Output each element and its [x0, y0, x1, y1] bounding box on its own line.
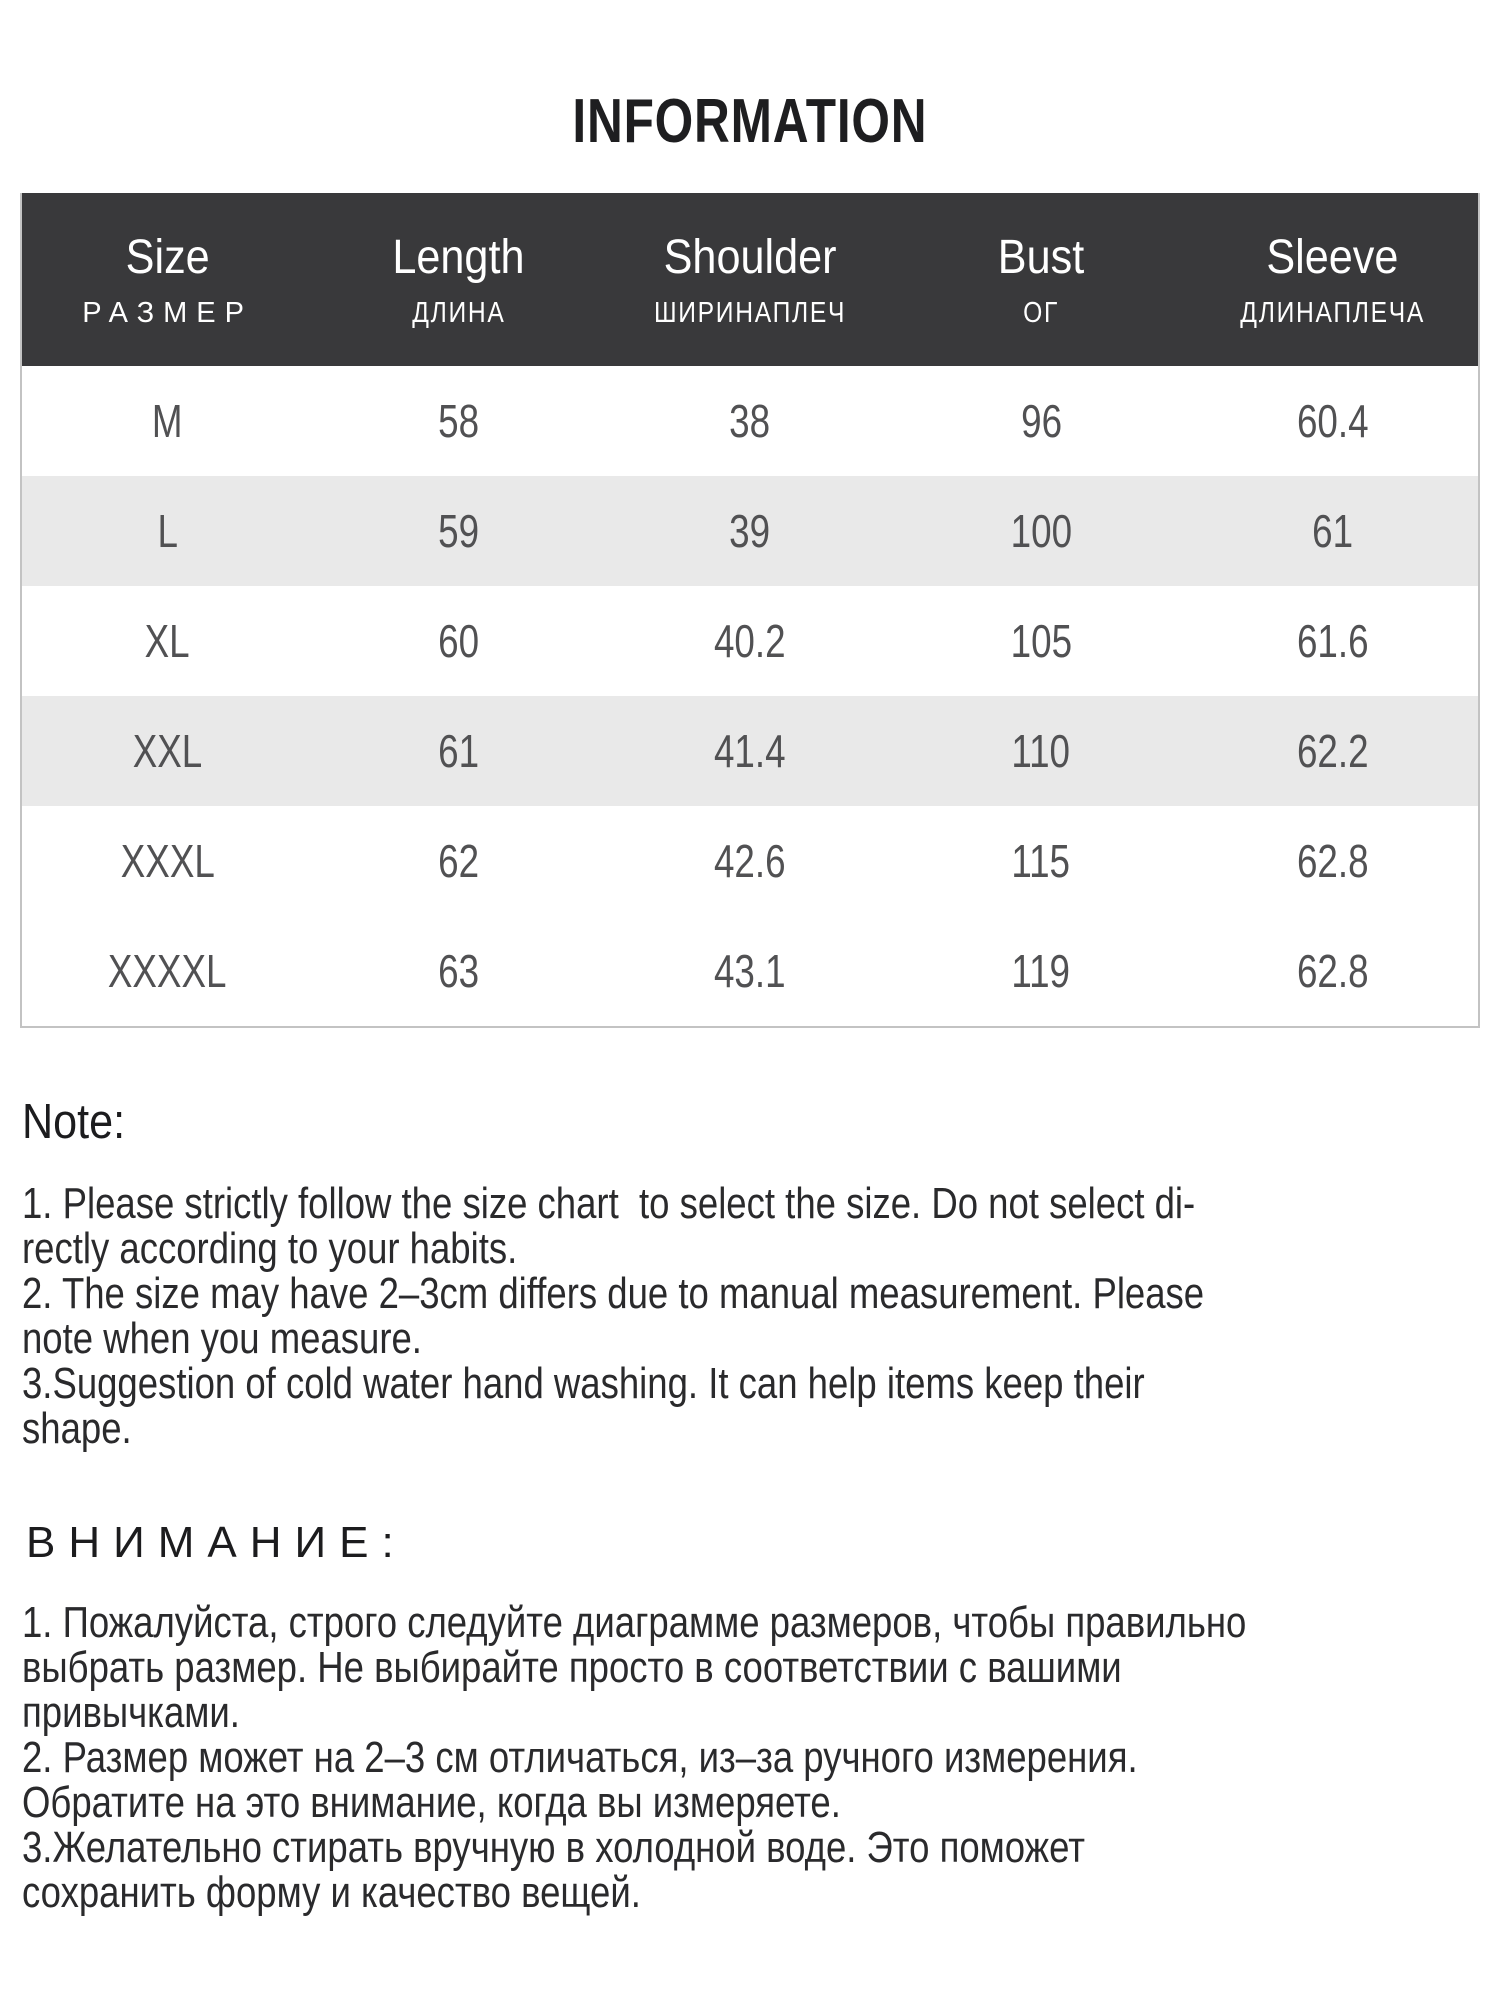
col-header-length-en: Length — [392, 230, 525, 284]
cell-length: 61 — [313, 696, 604, 806]
size-table-container — [20, 193, 1480, 1028]
cell-size: XXXXL — [22, 916, 313, 1026]
page-title-text: INFORMATION — [572, 87, 928, 156]
cell-bust: 105 — [896, 586, 1187, 696]
attention-heading: ВНИМАНИЕ: — [26, 1518, 407, 1567]
cell-shoulder: 42.6 — [604, 806, 895, 916]
table-row — [22, 586, 1478, 696]
col-header-length-ru: ДЛИНА — [412, 296, 506, 329]
col-header-size-en: Size — [125, 230, 210, 284]
attention-line: Обратите на это внимание, когда вы измеряете. — [22, 1778, 841, 1827]
note-heading: Note: — [22, 1095, 126, 1149]
cell-size: L — [22, 476, 313, 586]
cell-length: 62 — [313, 806, 604, 916]
cell-size: M — [22, 366, 313, 476]
attention-line: привычками. — [22, 1688, 240, 1737]
cell-shoulder: 41.4 — [604, 696, 895, 806]
attention-line: сохранить форму и качество вещей. — [22, 1868, 641, 1917]
table-row — [22, 916, 1478, 1026]
attention-line: 3.Желательно стирать вручную в холодной воде. Это поможет — [22, 1823, 1085, 1872]
table-row — [22, 476, 1478, 586]
col-header-length — [313, 193, 604, 366]
col-header-sleeve — [1187, 193, 1478, 366]
attention-section — [22, 1600, 1490, 1915]
note-line: shape. — [22, 1404, 132, 1453]
note-line: note when you measure. — [22, 1314, 422, 1363]
table-row — [22, 806, 1478, 916]
col-header-size-ru: РАЗМЕР — [82, 296, 253, 329]
note-line: 2. The size may have 2–3cm differs due to manual measurement. Please — [22, 1269, 1205, 1318]
cell-sleeve: 62.2 — [1187, 696, 1478, 806]
cell-length: 63 — [313, 916, 604, 1026]
size-table — [22, 193, 1478, 1026]
col-header-sleeve-ru: ДЛИНАПЛЕЧА — [1239, 296, 1425, 329]
col-header-size — [22, 193, 313, 366]
cell-sleeve: 62.8 — [1187, 916, 1478, 1026]
cell-shoulder: 43.1 — [604, 916, 895, 1026]
attention-line: 1. Пожалуйста, строго следуйте диаграмме размеров, чтобы правильно — [22, 1598, 1247, 1647]
note-section — [22, 1181, 1490, 1451]
col-header-bust — [896, 193, 1187, 366]
col-header-shoulder-en: Shoulder — [663, 230, 837, 284]
table-header-row — [22, 193, 1478, 366]
cell-size: XXXL — [22, 806, 313, 916]
cell-sleeve: 60.4 — [1187, 366, 1478, 476]
cell-bust: 100 — [896, 476, 1187, 586]
cell-length: 60 — [313, 586, 604, 696]
col-header-sleeve-en: Sleeve — [1266, 230, 1399, 284]
size-table-body — [22, 366, 1478, 1026]
col-header-bust-en: Bust — [997, 230, 1085, 284]
attention-line: выбрать размер. Не выбирайте просто в соответствии с вашими — [22, 1643, 1122, 1692]
cell-shoulder: 38 — [604, 366, 895, 476]
table-row — [22, 366, 1478, 476]
cell-bust: 110 — [896, 696, 1187, 806]
cell-size: XL — [22, 586, 313, 696]
note-line: 1. Please strictly follow the size chart to select the size. Do not select di- — [22, 1179, 1196, 1228]
cell-sleeve: 61 — [1187, 476, 1478, 586]
note-line: 3.Suggestion of cold water hand washing. It can help items keep their — [22, 1359, 1145, 1408]
cell-length: 58 — [313, 366, 604, 476]
cell-size: XXL — [22, 696, 313, 806]
note-line: rectly according to your habits. — [22, 1224, 518, 1273]
attention-line: 2. Размер может на 2–3 см отличаться, из–за ручного измерения. — [22, 1733, 1138, 1782]
cell-bust: 115 — [896, 806, 1187, 916]
size-table-header — [22, 193, 1478, 366]
col-header-shoulder-ru: ШИРИНАПЛЕЧ — [653, 296, 847, 329]
cell-sleeve: 62.8 — [1187, 806, 1478, 916]
col-header-shoulder — [604, 193, 895, 366]
cell-shoulder: 40.2 — [604, 586, 895, 696]
page-title — [0, 86, 1500, 157]
col-header-bust-ru: ОГ — [1023, 296, 1060, 329]
cell-sleeve: 61.6 — [1187, 586, 1478, 696]
cell-bust: 96 — [896, 366, 1187, 476]
table-row — [22, 696, 1478, 806]
cell-shoulder: 39 — [604, 476, 895, 586]
cell-bust: 119 — [896, 916, 1187, 1026]
cell-length: 59 — [313, 476, 604, 586]
